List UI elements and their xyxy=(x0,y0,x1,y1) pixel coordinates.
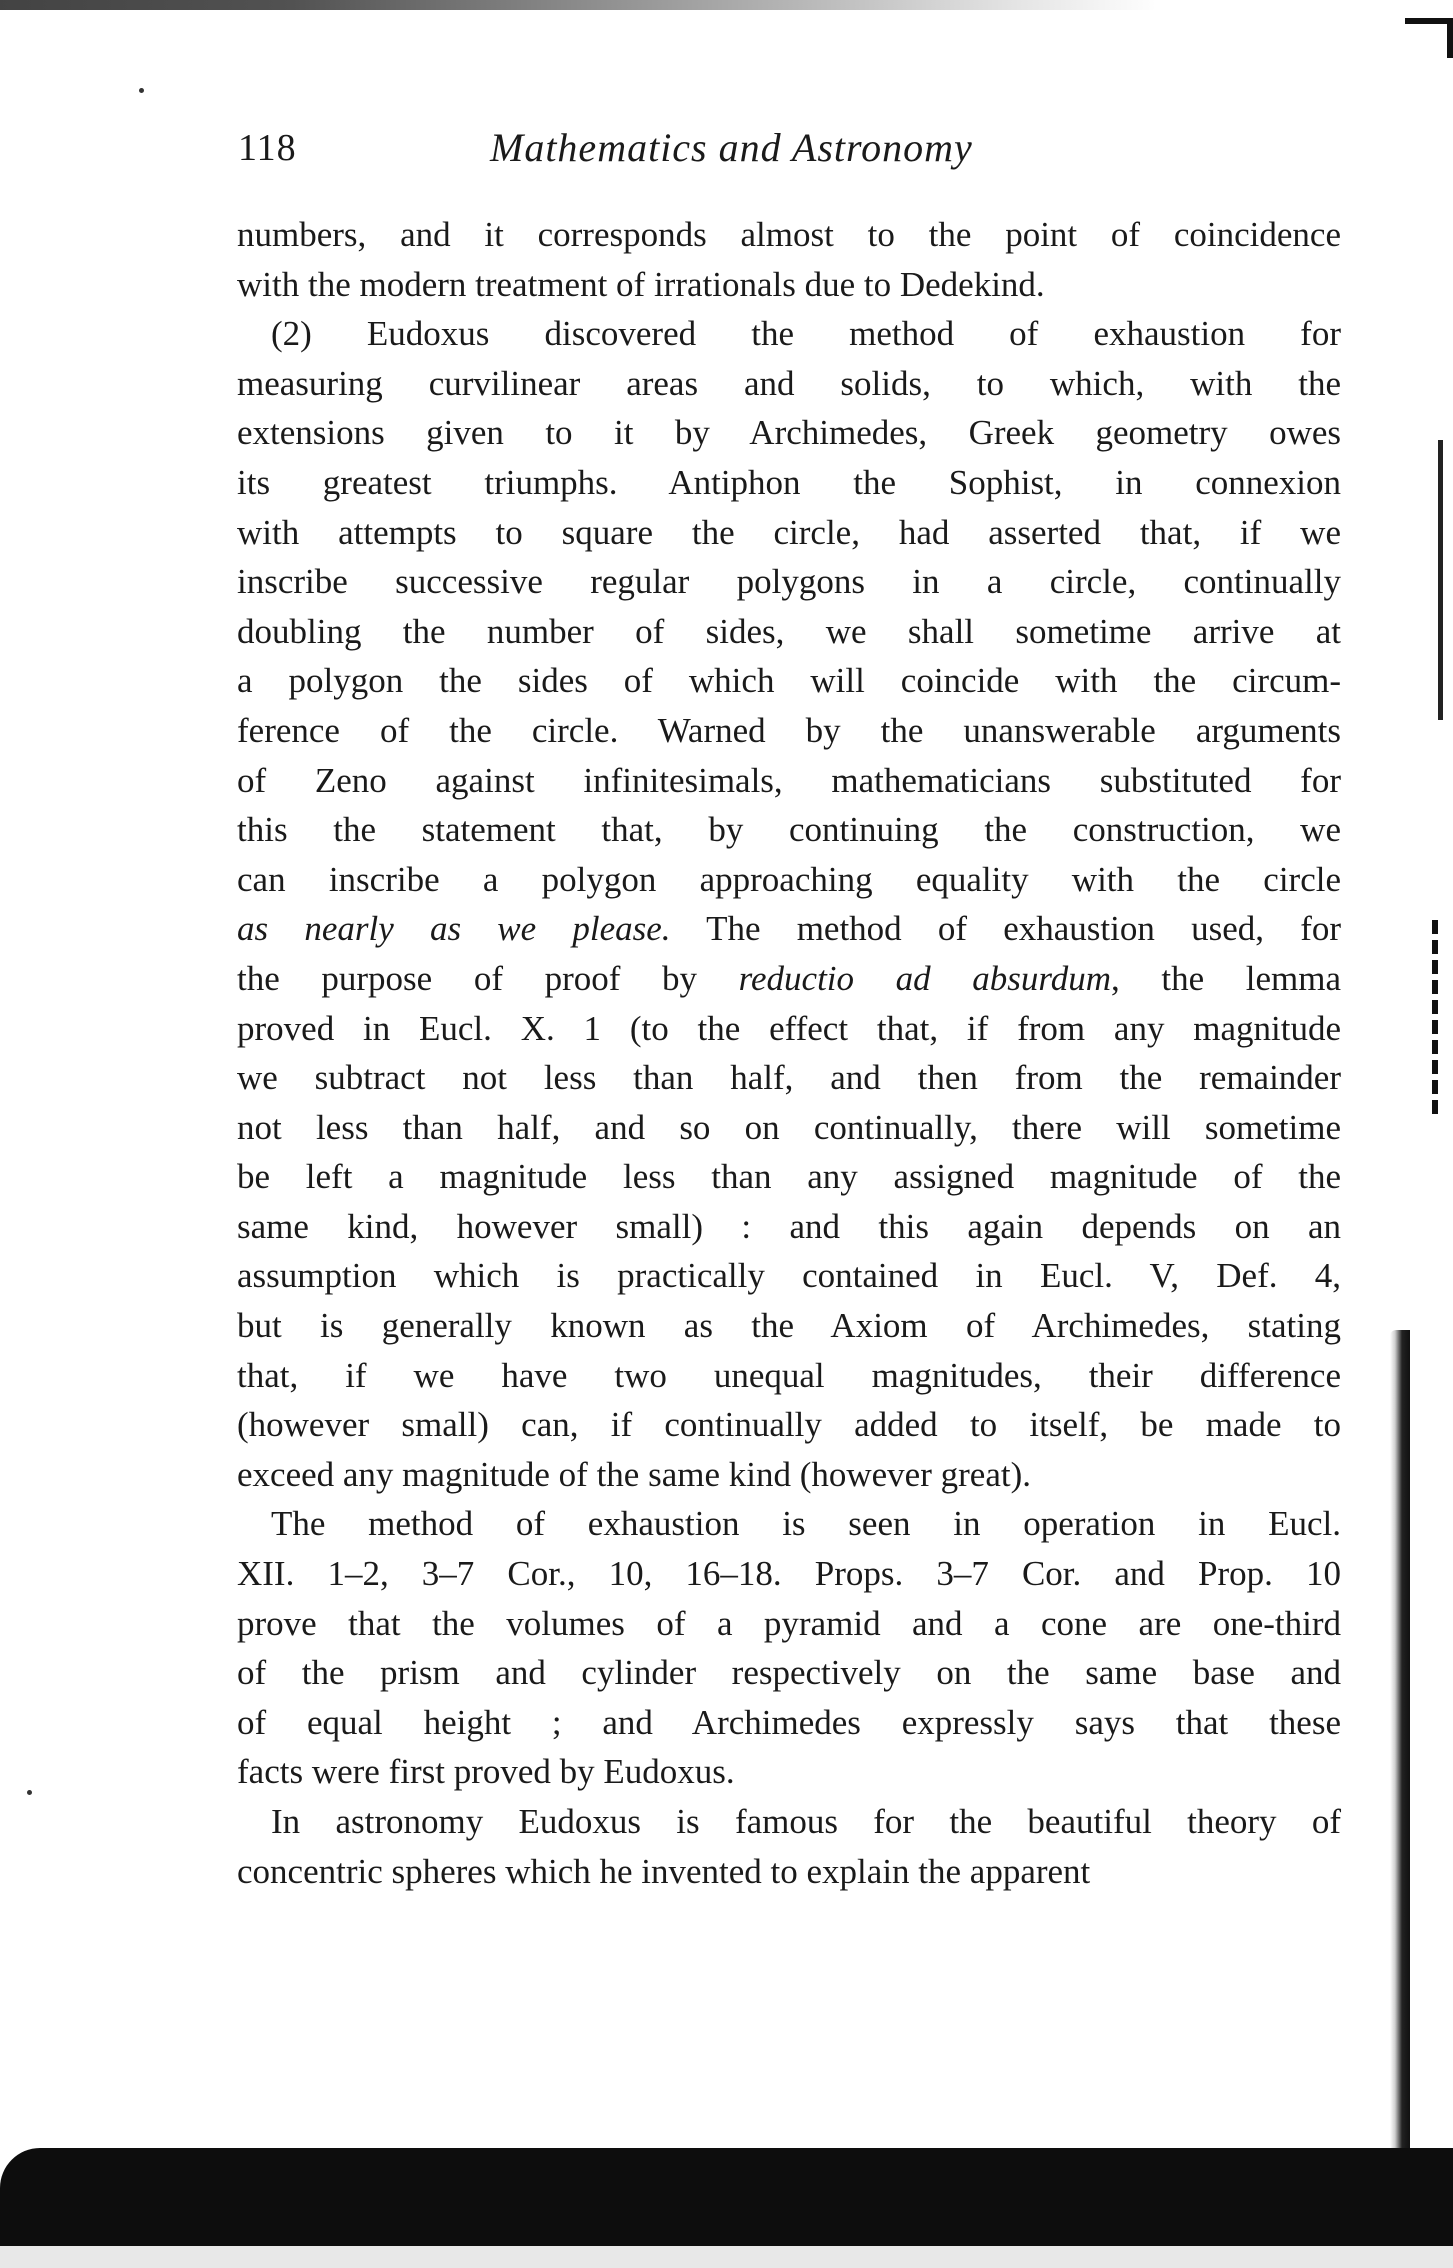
text-line xyxy=(237,359,1341,409)
text-segment: concentric spheres which he invented to explain the apparent xyxy=(237,1851,1091,1891)
text-segment: of Zeno against infinitesimals, mathematicians substituted for xyxy=(237,760,1341,800)
text-segment: can inscribe a polygon approaching equality with the circle xyxy=(237,859,1341,899)
text-line xyxy=(237,1351,1341,1401)
text-segment: this the statement that, by continuing the construction, we xyxy=(237,810,1341,850)
text-line xyxy=(237,458,1341,508)
text-segment: XII. 1–2, 3–7 Cor., 10, 16–18. Props. 3–7 Cor. and Prop. 10 xyxy=(237,1554,1341,1594)
text-line xyxy=(237,656,1341,706)
text-segment: but is generally known as the Axiom of Archimedes, stating xyxy=(237,1306,1341,1346)
text-segment: not less than half, and so on continually, there will sometime xyxy=(237,1107,1341,1147)
text-line xyxy=(237,1152,1341,1202)
scan-right-edge-shadow xyxy=(1438,440,1443,720)
text-line xyxy=(237,1004,1341,1054)
text-segment: a polygon the sides of which will coincide with the circum- xyxy=(237,661,1341,701)
text-line xyxy=(237,1400,1341,1450)
text-line xyxy=(237,1301,1341,1351)
scan-speck xyxy=(27,1790,32,1795)
text-line xyxy=(237,1747,1341,1797)
text-line xyxy=(237,1450,1341,1500)
running-header xyxy=(238,118,1338,178)
text-line xyxy=(237,1103,1341,1153)
running-head-title: Mathematics and Astronomy xyxy=(490,125,973,170)
text-segment: that, if we have two unequal magnitudes, their difference xyxy=(237,1355,1341,1395)
text-segment: assumption which is practically contained in Eucl. V, Def. 4, xyxy=(237,1256,1341,1296)
text-segment: of the prism and cylinder respectively on the same base and xyxy=(237,1653,1341,1693)
text-segment: numbers, and it corresponds almost to the point of coincidence xyxy=(237,215,1341,254)
text-line xyxy=(237,1251,1341,1301)
text-line xyxy=(237,1599,1341,1649)
text-segment: The method of exhaustion used, for xyxy=(670,909,1341,949)
text-segment: measuring curvilinear areas and solids, to which, with the xyxy=(237,363,1341,403)
text-segment: facts were first proved by Eudoxus. xyxy=(237,1752,735,1792)
scan-right-edge-shadow xyxy=(1432,920,1438,1120)
text-line xyxy=(237,309,1341,359)
text-segment: same kind, however small) : and this again depends on an xyxy=(237,1206,1341,1246)
text-line xyxy=(237,210,1341,260)
text-line xyxy=(237,756,1341,806)
text-segment: extensions given to it by Archimedes, Greek geometry owes xyxy=(237,413,1341,453)
text-segment: we subtract not less than half, and then from the remainder xyxy=(237,1058,1341,1098)
page-number: 118 xyxy=(238,127,297,169)
text-line xyxy=(237,1202,1341,1252)
text-segment: exceed any magnitude of the same kind (however great). xyxy=(237,1454,1031,1494)
text-segment: with the modern treatment of irrationals due to Dedekind. xyxy=(237,264,1045,304)
scan-right-edge-shadow xyxy=(1390,1330,1410,2150)
scan-top-edge xyxy=(0,0,1453,10)
scan-speck xyxy=(139,88,144,93)
body-text xyxy=(237,210,1341,1896)
text-line xyxy=(237,1549,1341,1599)
scan-corner-mark xyxy=(1405,18,1453,58)
text-line xyxy=(237,954,1341,1004)
text-segment: of equal height ; and Archimedes expressly says that these xyxy=(237,1702,1341,1742)
text-line xyxy=(237,855,1341,905)
scan-bottom-margin xyxy=(0,2246,1453,2268)
text-line xyxy=(237,408,1341,458)
text-line xyxy=(237,1847,1341,1897)
text-line xyxy=(237,706,1341,756)
text-line xyxy=(237,1797,1341,1847)
text-segment: , the lemma xyxy=(1110,958,1341,998)
text-segment: (however small) can, if continually added to itself, be made to xyxy=(237,1405,1341,1445)
text-line xyxy=(237,557,1341,607)
text-segment: The method of exhaustion is seen in operation in Eucl. xyxy=(271,1504,1341,1544)
text-line xyxy=(237,904,1341,954)
text-segment: prove that the volumes of a pyramid and a cone are one-third xyxy=(237,1603,1341,1643)
text-line xyxy=(237,1698,1341,1748)
text-segment: proved in Eucl. X. 1 (to the effect that, if from any magnitude xyxy=(237,1008,1341,1048)
text-segment: (2) Eudoxus discovered the method of exhaustion for xyxy=(271,314,1341,354)
text-line xyxy=(237,260,1341,310)
text-segment: doubling the number of sides, we shall sometime arrive at xyxy=(237,611,1341,651)
text-segment: inscribe successive regular polygons in a circle, continually xyxy=(237,562,1341,602)
text-segment: the purpose of proof by xyxy=(237,958,739,998)
text-line xyxy=(237,1499,1341,1549)
text-line xyxy=(237,607,1341,657)
text-line xyxy=(237,1648,1341,1698)
text-segment: ference of the circle. Warned by the unanswerable arguments xyxy=(237,710,1341,750)
italic-text-segment: reductio ad absurdum xyxy=(738,958,1111,998)
text-line xyxy=(237,1053,1341,1103)
text-segment: In astronomy Eudoxus is famous for the beautiful theory of xyxy=(271,1802,1341,1841)
text-line xyxy=(237,508,1341,558)
text-segment: be left a magnitude less than any assigned magnitude of the xyxy=(237,1157,1341,1197)
text-segment: with attempts to square the circle, had asserted that, if we xyxy=(237,512,1341,552)
italic-text-segment: as nearly as we please. xyxy=(237,909,671,949)
text-segment: its greatest triumphs. Antiphon the Sophist, in connexion xyxy=(237,462,1341,502)
scan-bottom-edge xyxy=(0,2148,1453,2246)
text-line xyxy=(237,805,1341,855)
